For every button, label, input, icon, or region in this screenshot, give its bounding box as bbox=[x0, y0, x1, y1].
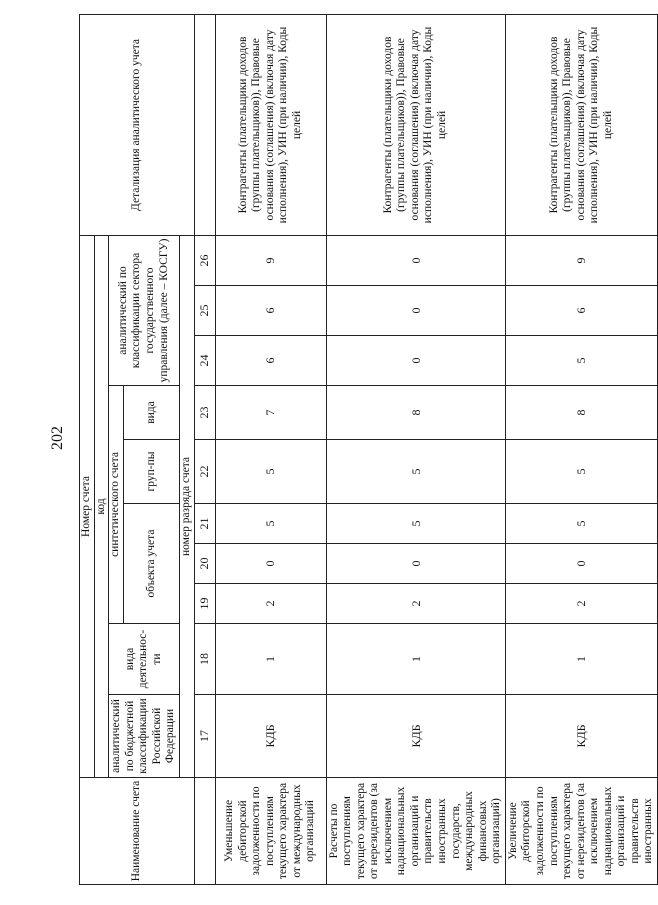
code-cell: 2 bbox=[215, 584, 326, 624]
table-row bbox=[215, 15, 326, 885]
detail-cell: Контрагенты (плательщики доходов (группы плательщиков)), Правовые основания (соглашения) (включая дату исполнения), УИН (при наличии), Коды целей bbox=[326, 15, 505, 236]
code-cell: 1 bbox=[326, 624, 505, 695]
code-cell: 8 bbox=[505, 386, 657, 440]
code-cell: 5 bbox=[215, 440, 326, 504]
column-number: 26 bbox=[194, 236, 215, 286]
account-name-cell: Увеличение дебиторской задолженности по поступлениям текущего характера от нерезидентов (за исключением наднациональных организаций и правительств иностранных bbox=[505, 778, 657, 885]
header-analytic-budget: аналитический по бюджетной классификации Российской Федерации bbox=[109, 695, 180, 778]
header-synthetic: синтетического счета bbox=[109, 386, 124, 624]
column-number: 22 bbox=[194, 440, 215, 504]
header-group: груп-пы bbox=[123, 440, 179, 504]
page-number: 202 bbox=[49, 426, 66, 450]
column-number: 17 bbox=[194, 695, 215, 778]
code-cell: КДБ bbox=[505, 695, 657, 778]
table-row bbox=[505, 15, 657, 885]
account-name-cell: Уменьшение дебиторской задолженности по поступлениям текущего характера от международных организаций bbox=[215, 778, 326, 885]
header-activity-type: вида деятельнос-ти bbox=[109, 624, 180, 695]
code-cell: 0 bbox=[326, 236, 505, 286]
table-row bbox=[326, 15, 505, 885]
account-table bbox=[79, 14, 658, 885]
header-account-object: объекта учета bbox=[123, 504, 179, 624]
code-cell: 5 bbox=[326, 504, 505, 544]
code-cell: 9 bbox=[215, 236, 326, 286]
column-number-cell bbox=[194, 778, 215, 885]
code-cell: 1 bbox=[215, 624, 326, 695]
code-cell: 6 bbox=[215, 286, 326, 336]
code-cell: 8 bbox=[326, 386, 505, 440]
code-cell: 5 bbox=[215, 504, 326, 544]
code-cell: 9 bbox=[505, 236, 657, 286]
column-number: 25 bbox=[194, 286, 215, 336]
header-kind: вида bbox=[123, 386, 179, 440]
code-cell: 5 bbox=[505, 440, 657, 504]
column-number: 21 bbox=[194, 504, 215, 544]
code-cell: 2 bbox=[505, 584, 657, 624]
detail-cell: Контрагенты (плательщики доходов (группы плательщиков)), Правовые основания (соглашения) (включая дату исполнения), УИН (при наличии), Коды целей bbox=[215, 15, 326, 236]
header-analytic-kosgu: аналитический по классификации сектора государственного управления (далее – КОСГУ) bbox=[109, 236, 180, 386]
code-cell: КДБ bbox=[326, 695, 505, 778]
code-cell: 5 bbox=[505, 336, 657, 386]
header-account-number: Номер счета bbox=[80, 236, 95, 778]
column-number-cell bbox=[194, 15, 215, 236]
code-cell: 5 bbox=[326, 440, 505, 504]
code-cell: 1 bbox=[505, 624, 657, 695]
header-detail: Детализация аналитического учета bbox=[80, 15, 195, 236]
header-digit-number: номер разряда счета bbox=[179, 236, 194, 778]
column-number: 19 bbox=[194, 584, 215, 624]
rotated-page bbox=[79, 15, 655, 885]
column-number: 20 bbox=[194, 544, 215, 584]
code-cell: КДБ bbox=[215, 695, 326, 778]
code-cell: 0 bbox=[326, 286, 505, 336]
column-number: 24 bbox=[194, 336, 215, 386]
code-cell: 0 bbox=[215, 544, 326, 584]
header-account-name: Наименование счета bbox=[80, 778, 195, 885]
detail-cell: Контрагенты (плательщики доходов (группы плательщиков)), Правовые основания (соглашения) (включая дату исполнения), УИН (при наличии), Коды целей bbox=[505, 15, 657, 236]
code-cell: 5 bbox=[505, 504, 657, 544]
code-cell: 0 bbox=[505, 544, 657, 584]
code-cell: 2 bbox=[326, 584, 505, 624]
account-name-cell: Расчеты по поступлениям текущего характера от нерезидентов (за исключением наднациональных организаций и правительств иностранных государств, международных финансовых организаций) bbox=[326, 778, 505, 885]
column-number: 23 bbox=[194, 386, 215, 440]
code-cell: 6 bbox=[505, 286, 657, 336]
code-cell: 6 bbox=[215, 336, 326, 386]
column-number: 18 bbox=[194, 624, 215, 695]
code-cell: 7 bbox=[215, 386, 326, 440]
code-cell: 0 bbox=[326, 336, 505, 386]
header-code: код bbox=[94, 236, 109, 778]
code-cell: 0 bbox=[326, 544, 505, 584]
